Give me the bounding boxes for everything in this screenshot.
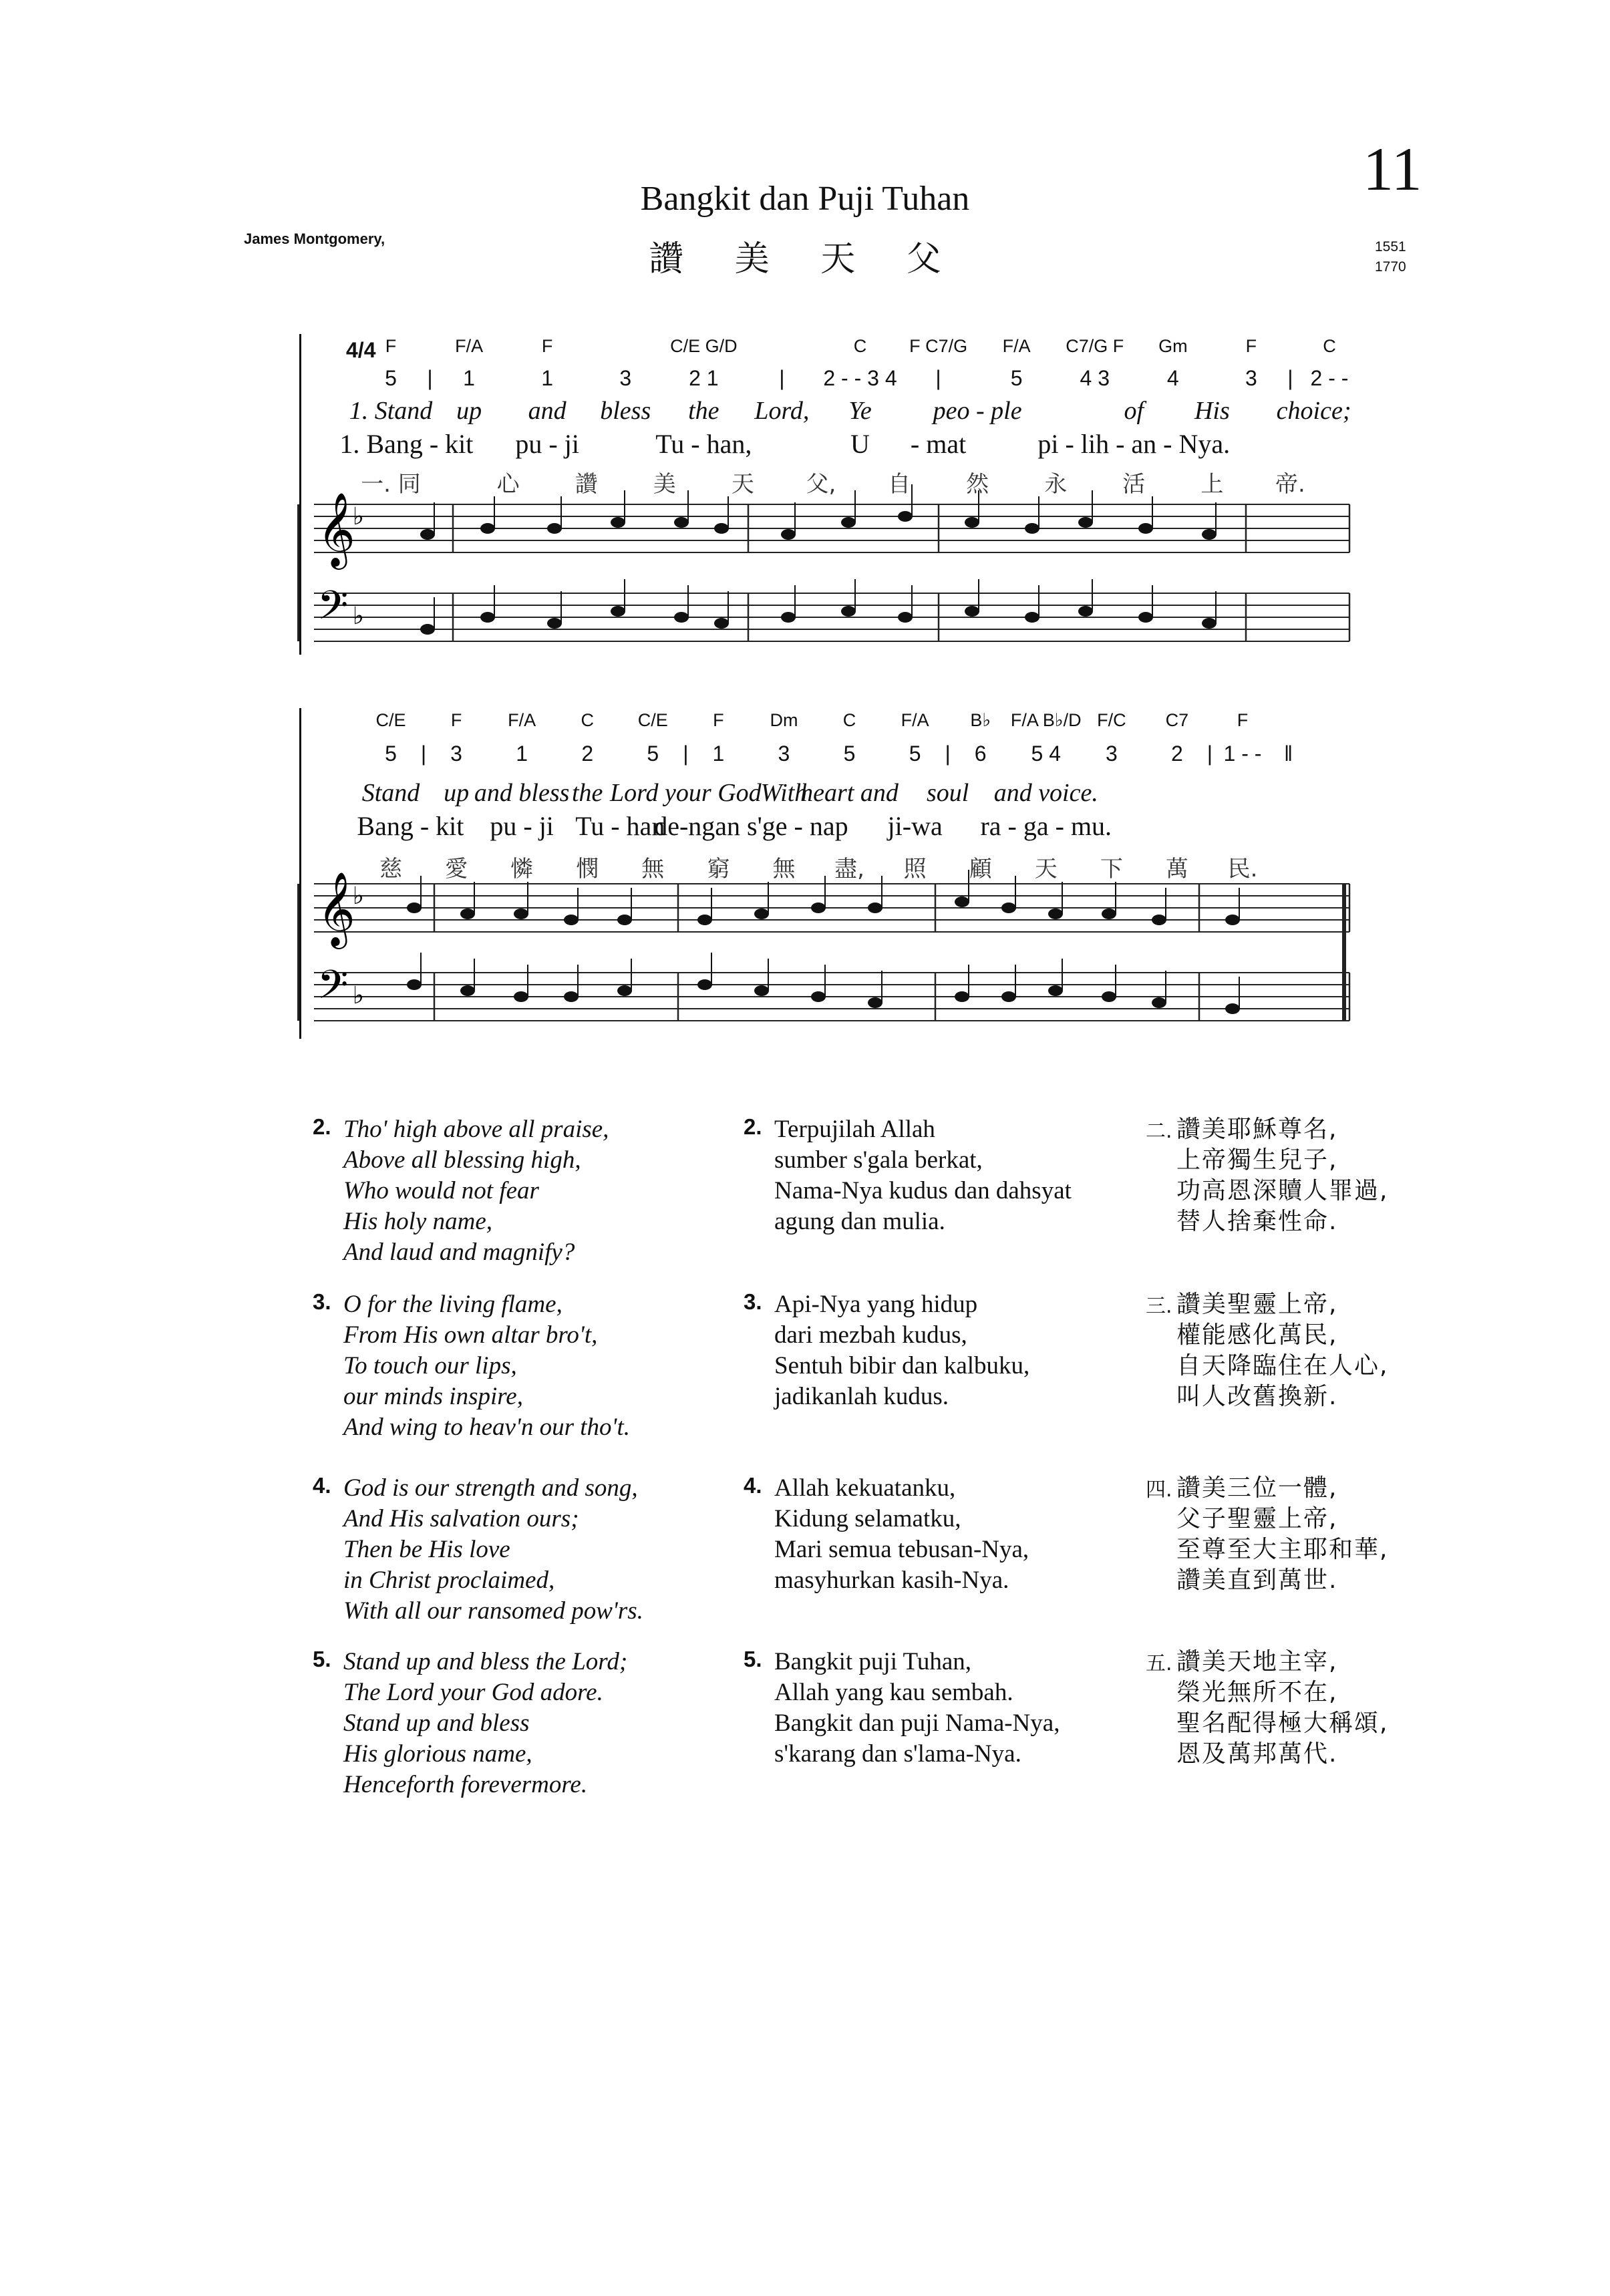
lyrics-zh-token: 讚 bbox=[575, 471, 598, 498]
cipher-token: 1 bbox=[712, 742, 725, 766]
note-head bbox=[965, 606, 979, 617]
chords-token: F bbox=[1237, 710, 1249, 730]
note-head bbox=[1225, 915, 1240, 925]
lyrics-en-token: the bbox=[572, 779, 603, 807]
note-head bbox=[841, 517, 856, 528]
verse-number: 2. bbox=[313, 1114, 331, 1139]
lyrics-id-token: de-ngan s'ge - nap bbox=[654, 811, 848, 841]
lyrics-id-token: ra - ga - mu. bbox=[980, 811, 1112, 841]
lyrics-en-token: up bbox=[444, 779, 470, 807]
note-head bbox=[611, 517, 625, 528]
note-head bbox=[781, 612, 796, 623]
hymn-number: 11 bbox=[1363, 135, 1422, 203]
cipher-token: 1 bbox=[516, 742, 528, 766]
chords-token: C7 bbox=[1165, 710, 1189, 730]
chords-token: C/E bbox=[375, 710, 406, 730]
note-head bbox=[811, 903, 826, 913]
cipher-token: | bbox=[945, 742, 951, 766]
note-head bbox=[1102, 991, 1116, 1002]
lyrics-zh-token: 窮 bbox=[707, 856, 730, 882]
verse-line: in Christ proclaimed, bbox=[343, 1567, 555, 1594]
cipher-token: 3 bbox=[1105, 742, 1118, 766]
cipher-token: 1 bbox=[463, 366, 475, 390]
verse-line: Who would not fear bbox=[343, 1177, 539, 1204]
lyrics-id-token: pu - ji bbox=[490, 811, 554, 841]
verse-number: 三. bbox=[1146, 1295, 1172, 1318]
lyrics-zh-token: 愛 bbox=[445, 856, 468, 882]
lyrics-zh-token: 下 bbox=[1100, 856, 1123, 882]
cipher-token: | bbox=[1206, 742, 1213, 766]
verse-line: Allah yang kau sembah. bbox=[774, 1679, 1013, 1706]
lyrics-id-token: U bbox=[850, 429, 870, 459]
note-head bbox=[617, 985, 632, 996]
flat-key-icon: ♭ bbox=[353, 603, 364, 630]
lyrics-id-token: ji-wa bbox=[887, 811, 943, 841]
verse-line: our minds inspire, bbox=[343, 1383, 523, 1410]
chords-token: Gm bbox=[1158, 336, 1188, 356]
lyrics-en-token: Lord your God bbox=[610, 779, 762, 807]
note-head bbox=[965, 517, 979, 528]
note-head bbox=[955, 896, 969, 907]
chords-token: F bbox=[385, 336, 397, 356]
cipher-token: 2 - - 3 4 bbox=[823, 366, 897, 390]
verse-line: And wing to heav'n our tho't. bbox=[343, 1414, 630, 1441]
chords-token: C bbox=[1323, 336, 1336, 356]
lyrics-en-token: the bbox=[688, 397, 719, 425]
cipher-token: 5 bbox=[1010, 366, 1023, 390]
note-head bbox=[1025, 523, 1039, 534]
bass-clef-icon: 𝄢 bbox=[317, 961, 349, 1017]
lyrics-en-token: His bbox=[1194, 397, 1230, 425]
verse-line: sumber s'gala berkat, bbox=[774, 1146, 983, 1174]
note-head bbox=[480, 612, 495, 623]
treble-clef-icon: 𝄞 bbox=[317, 492, 355, 566]
lyrics-zh-token: 民. bbox=[1227, 856, 1258, 882]
cipher-token: 2 bbox=[581, 742, 594, 766]
verse-line: 功高恩深贖人罪過, bbox=[1176, 1177, 1389, 1204]
verse-line: Terpujilah Allah bbox=[774, 1116, 935, 1143]
note-head bbox=[1152, 997, 1166, 1008]
lyrics-en-token: soul bbox=[926, 779, 969, 807]
chords-token: F bbox=[1245, 336, 1257, 356]
verse-line: Bangkit puji Tuhan, bbox=[774, 1648, 972, 1675]
verse-number: 4. bbox=[313, 1473, 331, 1498]
lyrics-zh-token: 憐 bbox=[510, 856, 534, 882]
chords-token: C7/G F bbox=[1066, 336, 1124, 356]
cipher-token: ‖ bbox=[1284, 742, 1293, 766]
chords-token: C/E G/D bbox=[670, 336, 738, 356]
cipher-token: 3 bbox=[778, 742, 790, 766]
note-head bbox=[1025, 612, 1039, 623]
cipher-token: 1 - - bbox=[1223, 742, 1262, 766]
cipher-token: 2 1 bbox=[689, 366, 719, 390]
cipher-token: 5 bbox=[843, 742, 856, 766]
verse-line: 讚美天地主宰, bbox=[1176, 1648, 1338, 1675]
verse-line: The Lord your God adore. bbox=[343, 1679, 603, 1706]
lyrics-id-token: Bang - kit bbox=[357, 811, 464, 841]
cipher-token: 5 bbox=[647, 742, 659, 766]
cipher-token: | bbox=[683, 742, 689, 766]
lyrics-en-token: With bbox=[760, 779, 808, 807]
cipher-token: 1 bbox=[541, 366, 554, 390]
verse-line: 權能感化萬民, bbox=[1176, 1321, 1338, 1349]
cipher-token: | bbox=[779, 366, 785, 390]
note-head bbox=[1001, 903, 1016, 913]
flat-key-icon: ♭ bbox=[353, 982, 364, 1009]
verse-line: Above all blessing high, bbox=[343, 1146, 581, 1174]
verse-line: And His salvation ours; bbox=[343, 1505, 579, 1532]
lyrics-en-token: Lord, bbox=[754, 397, 810, 425]
hymn-title-chinese: 讚 美 天 父 bbox=[649, 239, 961, 279]
lyrics-id-token: pu - ji bbox=[515, 429, 579, 459]
chords-token: F/A bbox=[901, 710, 929, 730]
time-signature: 4/4 bbox=[346, 338, 376, 362]
note-head bbox=[514, 909, 528, 919]
lyrics-id-token: - mat bbox=[910, 429, 967, 459]
verse-line: 替人捨棄性命. bbox=[1176, 1208, 1338, 1235]
verse-number: 5. bbox=[313, 1647, 331, 1671]
note-head bbox=[868, 903, 882, 913]
lyrics-en-token: up bbox=[456, 397, 482, 425]
lyrics-en-token: peo - ple bbox=[933, 397, 1022, 425]
note-head bbox=[714, 618, 729, 629]
verse-line: Kidung selamatku, bbox=[774, 1505, 961, 1532]
hymn-title: Bangkit dan Puji Tuhan bbox=[640, 180, 970, 218]
chords-token: F/A B♭/D bbox=[1010, 710, 1082, 730]
cipher-token: | bbox=[420, 742, 427, 766]
verse-line: To touch our lips, bbox=[343, 1352, 517, 1379]
note-head bbox=[697, 915, 712, 925]
verse-line: With all our ransomed pow'rs. bbox=[343, 1597, 643, 1625]
note-head bbox=[898, 511, 913, 522]
lyrics-en-token: 1. Stand bbox=[349, 397, 433, 425]
verse-line: 讚美聖靈上帝, bbox=[1176, 1291, 1338, 1318]
note-head bbox=[1048, 985, 1063, 996]
note-head bbox=[420, 624, 435, 635]
lyrics-zh-token: 無 bbox=[641, 856, 665, 882]
lyrics-zh-token: 天 bbox=[1034, 856, 1058, 882]
note-head bbox=[697, 979, 712, 990]
lyrics-zh-token: 活 bbox=[1122, 471, 1146, 498]
verse-line: agung dan mulia. bbox=[774, 1208, 945, 1235]
cipher-token: 5 bbox=[385, 366, 397, 390]
lyrics-id-token: pi - lih - an - Nya. bbox=[1037, 429, 1231, 459]
verse-line: And laud and magnify? bbox=[343, 1239, 575, 1266]
lyrics-en-token: of bbox=[1124, 397, 1144, 425]
note-head bbox=[1078, 606, 1093, 617]
lyrics-zh-token: 美 bbox=[653, 471, 676, 498]
note-head bbox=[781, 529, 796, 540]
chords-token: F bbox=[450, 710, 462, 730]
verse-line: Allah kekuatanku, bbox=[774, 1474, 956, 1502]
lyrics-id-token: 1. Bang - kit bbox=[339, 429, 474, 459]
note-head bbox=[564, 991, 579, 1002]
verse-line: 上帝獨生兒子, bbox=[1176, 1146, 1338, 1174]
lyrics-zh-token: 無 bbox=[772, 856, 796, 882]
verse-line: jadikanlah kudus. bbox=[774, 1383, 949, 1410]
lyrics-en-token: and bless bbox=[474, 779, 570, 807]
verse-line: 恩及萬邦萬代. bbox=[1176, 1740, 1338, 1768]
cipher-token: 5 4 bbox=[1031, 742, 1062, 766]
verse-line: dari mezbah kudus, bbox=[774, 1321, 967, 1349]
verse-line: Api-Nya yang hidup bbox=[774, 1291, 978, 1318]
note-head bbox=[841, 606, 856, 617]
verse-line: 聖名配得極大稱頌, bbox=[1176, 1709, 1389, 1737]
verse-line: 父子聖靈上帝, bbox=[1176, 1505, 1338, 1532]
author-credit: James Montgomery, bbox=[244, 230, 385, 247]
verse-line: Mari semua tebusan-Nya, bbox=[774, 1536, 1029, 1563]
note-head bbox=[1001, 991, 1016, 1002]
chords-token: C bbox=[842, 710, 856, 730]
verse-number: 二. bbox=[1146, 1120, 1172, 1143]
chords-token: F bbox=[713, 710, 724, 730]
verse-line: 叫人改舊換新. bbox=[1176, 1383, 1338, 1410]
chords-token: F/C bbox=[1097, 710, 1126, 730]
cipher-token: 6 bbox=[974, 742, 987, 766]
cipher-token: 4 3 bbox=[1080, 366, 1110, 390]
cipher-token: 3 bbox=[619, 366, 632, 390]
note-head bbox=[1048, 909, 1063, 919]
verse-line: Tho' high above all praise, bbox=[343, 1116, 609, 1143]
chords-token: B♭ bbox=[970, 710, 991, 730]
cipher-token: 4 bbox=[1166, 366, 1179, 390]
lyrics-zh-token: 顧 bbox=[969, 856, 992, 882]
verse-number: 五. bbox=[1146, 1652, 1172, 1675]
verse-line: Sentuh bibir dan kalbuku, bbox=[774, 1352, 1030, 1379]
note-head bbox=[617, 915, 632, 925]
note-head bbox=[1102, 909, 1116, 919]
verse-line: Nama-Nya kudus dan dahsyat bbox=[774, 1177, 1072, 1204]
note-head bbox=[407, 979, 422, 990]
verse-line: 讚美耶穌尊名, bbox=[1176, 1116, 1338, 1143]
note-head bbox=[480, 523, 495, 534]
cipher-token: 5 bbox=[385, 742, 397, 766]
lyrics-en-token: choice; bbox=[1276, 397, 1351, 425]
chords-token: Dm bbox=[770, 710, 798, 730]
lyrics-en-token: bless bbox=[600, 397, 651, 425]
note-head bbox=[868, 997, 882, 1008]
chords-token: F C7/G bbox=[909, 336, 968, 356]
cipher-token: | bbox=[1287, 366, 1293, 390]
verse-line: 自天降臨住在人心, bbox=[1176, 1352, 1389, 1379]
verse-line: O for the living flame, bbox=[343, 1291, 562, 1318]
lyrics-zh-token: 盡, bbox=[834, 856, 864, 882]
note-head bbox=[420, 529, 435, 540]
lyrics-zh-token: 天 bbox=[731, 471, 754, 498]
verse-line: 讚美直到萬世. bbox=[1176, 1567, 1338, 1594]
verse-line: Bangkit dan puji Nama-Nya, bbox=[774, 1709, 1060, 1737]
note-head bbox=[1152, 915, 1166, 925]
note-head bbox=[460, 985, 475, 996]
verse-line: masyhurkan kasih-Nya. bbox=[774, 1567, 1009, 1594]
verse-line: Henceforth forevermore. bbox=[343, 1771, 588, 1798]
verse-line: From His own altar bro't, bbox=[343, 1321, 598, 1349]
verse-line: Stand up and bless bbox=[343, 1709, 530, 1737]
lyrics-zh-token: 萬 bbox=[1165, 856, 1188, 882]
verse-line: His holy name, bbox=[343, 1208, 492, 1235]
verse-line: Then be His love bbox=[343, 1536, 510, 1563]
cipher-token: | bbox=[935, 366, 941, 390]
verse-number: 2. bbox=[744, 1114, 762, 1139]
note-head bbox=[898, 612, 913, 623]
chords-token: F/A bbox=[508, 710, 536, 730]
verse-line: 讚美三位一體, bbox=[1176, 1474, 1338, 1502]
verse-number: 5. bbox=[744, 1647, 762, 1671]
note-head bbox=[1078, 517, 1093, 528]
lyrics-en-token: and bbox=[528, 397, 567, 425]
chords-token: F/A bbox=[455, 336, 484, 356]
lyrics-id-token: Tu - han bbox=[575, 811, 665, 841]
note-head bbox=[754, 909, 769, 919]
flat-key-icon: ♭ bbox=[353, 503, 364, 530]
lyrics-zh-token: 父, bbox=[806, 471, 836, 498]
cipher-token: 5 bbox=[909, 742, 921, 766]
lyrics-id-token: Tu - han, bbox=[655, 429, 752, 459]
lyrics-zh-token: 帝. bbox=[1275, 471, 1305, 498]
note-head bbox=[1202, 529, 1217, 540]
note-head bbox=[460, 909, 475, 919]
lyrics-en-token: and voice. bbox=[993, 779, 1098, 807]
note-head bbox=[1138, 523, 1153, 534]
cipher-token: 3 bbox=[1245, 366, 1257, 390]
chords-token: F bbox=[541, 336, 553, 356]
lyrics-zh-token: 憫 bbox=[576, 856, 599, 882]
lyrics-en-token: Ye bbox=[848, 397, 872, 425]
note-head bbox=[611, 606, 625, 617]
lyrics-en-token: heart and bbox=[800, 779, 899, 807]
note-head bbox=[514, 991, 528, 1002]
note-head bbox=[674, 517, 689, 528]
cipher-token: 2 bbox=[1171, 742, 1183, 766]
cipher-token: 3 bbox=[450, 742, 462, 766]
note-head bbox=[407, 903, 422, 913]
note-head bbox=[564, 915, 579, 925]
lyrics-zh-token: 永 bbox=[1044, 471, 1068, 498]
chords-token: C bbox=[581, 710, 594, 730]
chords-token: C/E bbox=[637, 710, 668, 730]
chords-token: F/A bbox=[1002, 336, 1031, 356]
lyrics-zh-token: 自 bbox=[888, 471, 911, 498]
meta-code-1: 1551 bbox=[1375, 239, 1406, 255]
verse-number: 4. bbox=[744, 1473, 762, 1498]
verse-line: s'karang dan s'lama-Nya. bbox=[774, 1740, 1021, 1768]
verse-line: 至尊至大主耶和華, bbox=[1176, 1536, 1389, 1563]
note-head bbox=[754, 985, 769, 996]
note-head bbox=[955, 991, 969, 1002]
flat-key-icon: ♭ bbox=[353, 882, 364, 910]
note-head bbox=[547, 618, 562, 629]
chords-token: C bbox=[853, 336, 867, 356]
lyrics-en-token: Stand bbox=[361, 779, 420, 807]
verse-line: His glorious name, bbox=[343, 1740, 532, 1768]
lyrics-zh-token: 心 bbox=[496, 471, 520, 498]
note-head bbox=[1225, 1003, 1240, 1014]
verse-line: 榮光無所不在, bbox=[1176, 1679, 1338, 1706]
lyrics-zh-token: 一. 同 bbox=[361, 471, 421, 498]
cipher-token: | bbox=[427, 366, 433, 390]
bass-clef-icon: 𝄢 bbox=[317, 582, 349, 638]
verse-number: 四. bbox=[1146, 1478, 1172, 1502]
lyrics-zh-token: 上 bbox=[1200, 471, 1224, 498]
note-head bbox=[714, 523, 729, 534]
verse-number: 3. bbox=[313, 1289, 331, 1314]
verse-line: Stand up and bless the Lord; bbox=[343, 1648, 628, 1675]
note-head bbox=[674, 612, 689, 623]
note-head bbox=[811, 991, 826, 1002]
verse-number: 3. bbox=[744, 1289, 762, 1314]
cipher-token: 2 - - bbox=[1310, 366, 1349, 390]
meta-code-2: 1770 bbox=[1375, 259, 1406, 275]
note-head bbox=[1202, 618, 1217, 629]
note-head bbox=[1138, 612, 1153, 623]
treble-clef-icon: 𝄞 bbox=[317, 871, 355, 946]
lyrics-zh-token: 慈 bbox=[379, 856, 402, 882]
lyrics-zh-token: 然 bbox=[966, 471, 989, 498]
verse-line: God is our strength and song, bbox=[343, 1474, 638, 1502]
lyrics-zh-token: 照 bbox=[903, 856, 927, 882]
note-head bbox=[547, 523, 562, 534]
